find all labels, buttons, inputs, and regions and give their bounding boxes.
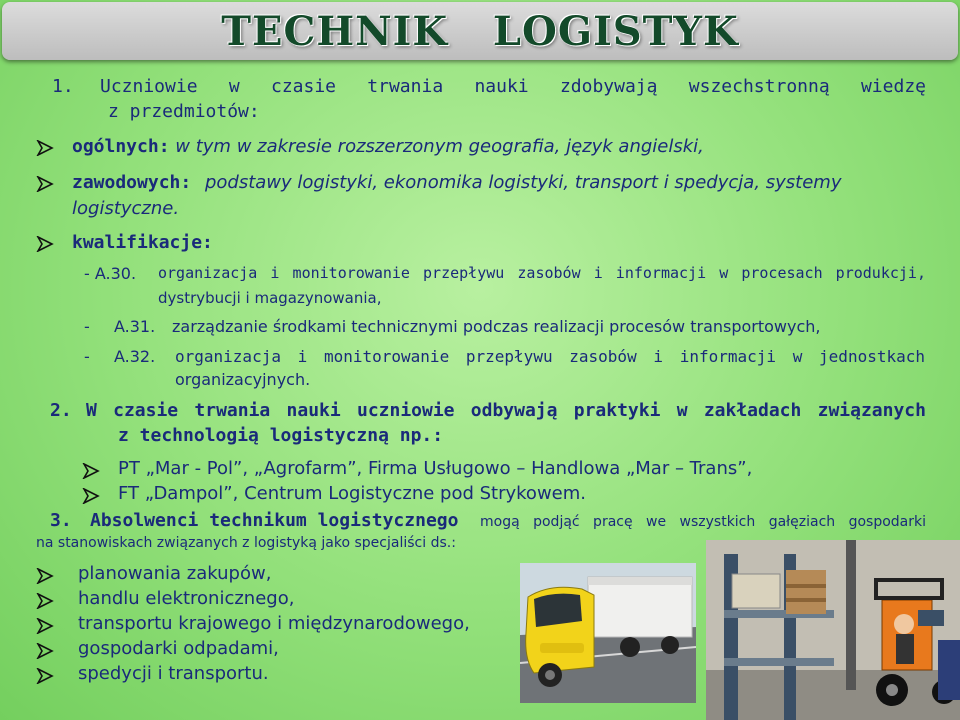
specialist-item-3: transportu krajowego i międzynarodowego,: [78, 613, 470, 634]
specialist-item-1: planowania zakupów,: [78, 563, 272, 584]
qualification-a32-line-2: organizacyjnych.: [175, 370, 311, 389]
truck-photo: [520, 563, 696, 703]
arrow-bullet-icon: [36, 140, 54, 156]
vocational-text: podstawy logistyki, ekonomika logistyki, transport i spedycja, systemy: [204, 172, 842, 193]
section-1-number: 1.: [52, 76, 74, 97]
qualification-a31-code: A.31.: [114, 317, 156, 336]
qualification-a30-line-1: organizacja i monitorowanie przepływu zasobów i informacji w procesach produkcji,: [158, 264, 926, 282]
arrow-bullet-icon: [36, 668, 54, 684]
section-3-line-2: na stanowiskach związanych z logistyką jako specjaliści ds.:: [36, 535, 456, 551]
forklift-illustration: [706, 540, 960, 720]
qualification-a31-dash: -: [84, 317, 90, 336]
truck-illustration: [520, 563, 696, 703]
title-banner: [2, 2, 958, 60]
section-1-line-1: Uczniowie w czasie trwania nauki zdobywają wszechstronną wiedzę: [100, 76, 926, 97]
section-2-number: 2.: [50, 400, 72, 421]
arrow-bullet-icon: [36, 593, 54, 609]
qualification-a30-code: - A.30.: [84, 264, 137, 283]
vocational-label: zawodowych:: [72, 172, 192, 193]
page-title: TECHNIK LOGISTYK: [221, 7, 739, 55]
qualification-a32-dash: -: [84, 347, 90, 366]
forklift-photo: [706, 540, 960, 720]
arrow-bullet-icon: [82, 463, 100, 479]
section-2-line-1: W czasie trwania nauki uczniowie odbywają praktyki w zakładach związanych: [86, 400, 926, 421]
qualification-a31-text: zarządzanie środkami technicznymi podczas realizacji procesów transportowych,: [172, 317, 821, 336]
qualification-a32-line-1: organizacja i monitorowanie przepływu zasobów i informacji w jednostkach: [175, 347, 925, 366]
section-3-bold-text: Absolwenci technikum logistycznego: [90, 510, 459, 531]
arrow-bullet-icon: [36, 618, 54, 634]
arrow-bullet-icon: [36, 236, 54, 252]
specialist-item-4: gospodarki odpadami,: [78, 638, 279, 659]
specialist-item-2: handlu elektronicznego,: [78, 588, 295, 609]
arrow-bullet-icon: [36, 643, 54, 659]
section-2-line-2: z technologią logistyczną np.:: [118, 425, 444, 446]
general-label: ogólnych:: [72, 136, 170, 157]
vocational-text-line-2: logistyczne.: [72, 198, 180, 219]
section-1-line-2: z przedmiotów:: [108, 101, 260, 122]
section-3-line-1: mogą podjąć pracę we wszystkich gałęziach gospodarki: [480, 514, 926, 530]
qualification-a32-code: A.32.: [114, 347, 156, 366]
practice-item-1: PT „Mar - Pol”, „Agrofarm”, Firma Usługowo – Handlowa „Mar – Trans”,: [118, 458, 753, 479]
qualification-a30-line-2: dystrybucji i magazynowania,: [158, 289, 382, 307]
general-subjects: [72, 136, 704, 157]
arrow-bullet-icon: [36, 176, 54, 192]
qualifications-label: kwalifikacje:: [72, 232, 213, 253]
practice-item-2: FT „Dampol”, Centrum Logistyczne pod Strykowem.: [118, 483, 586, 504]
arrow-bullet-icon: [36, 568, 54, 584]
section-3-number: 3.: [50, 510, 72, 531]
general-text: w tym w zakresie rozszerzonym geografia, język angielski,: [175, 136, 704, 157]
specialist-item-5: spedycji i transportu.: [78, 663, 269, 684]
vocational-subjects: [72, 172, 841, 193]
arrow-bullet-icon: [82, 488, 100, 504]
